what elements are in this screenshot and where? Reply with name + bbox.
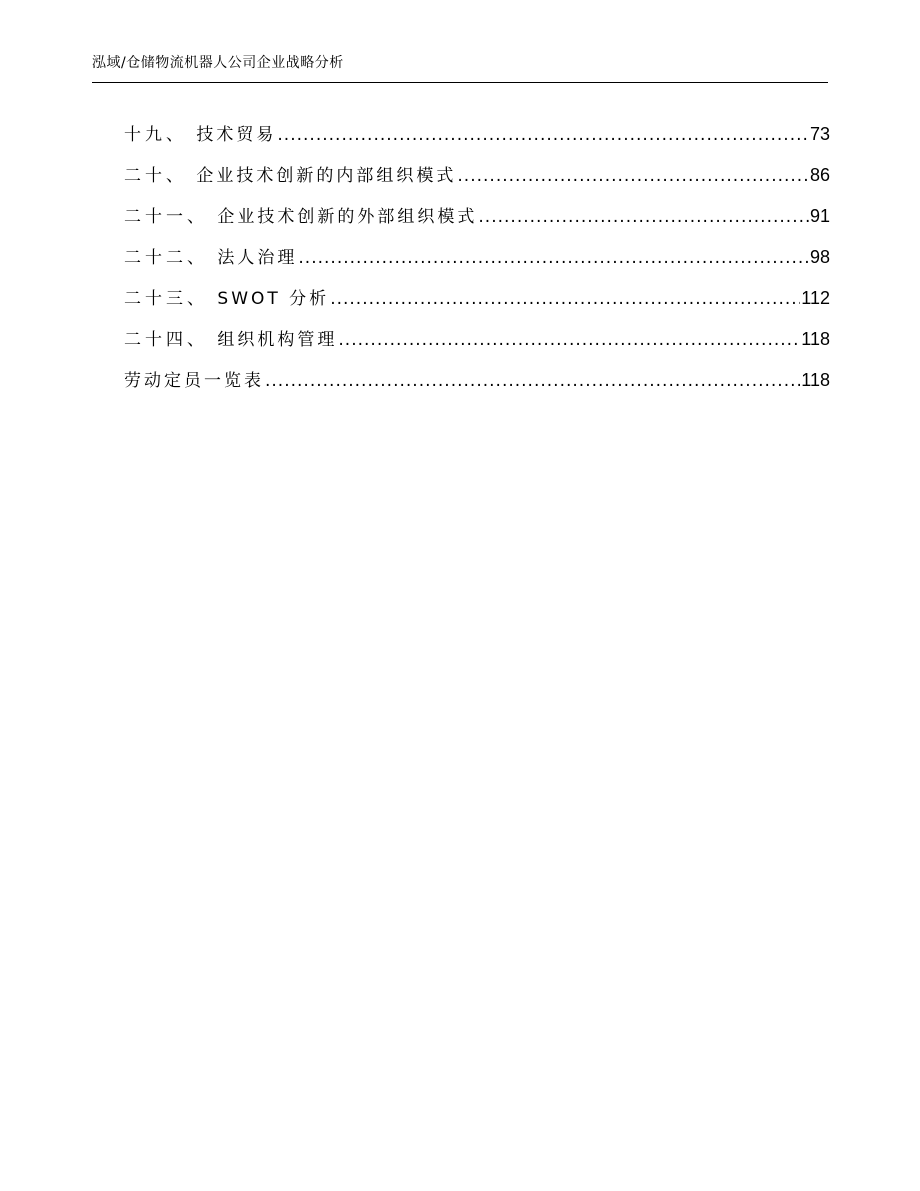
toc-entry-page: 86 xyxy=(809,165,830,185)
toc-entry-page: 118 xyxy=(801,329,830,349)
toc-entry-page: 91 xyxy=(809,206,830,226)
toc-entry-organization-management[interactable] xyxy=(124,327,830,368)
toc-entry-title: 技术贸易 xyxy=(196,125,277,145)
toc-entry-title: 法人治理 xyxy=(217,248,298,268)
toc-entry-number: 二十二、 xyxy=(124,248,218,268)
toc-entry-title: 劳动定员一览表 xyxy=(124,371,264,391)
toc-entry-page: 118 xyxy=(801,370,830,390)
toc-entry-number: 十九、 xyxy=(124,125,197,145)
toc-dot-leader xyxy=(478,205,809,229)
toc-entry-swot-analysis[interactable] xyxy=(124,286,830,327)
toc-entry-title: 企业技术创新的内部组织模式 xyxy=(196,166,457,186)
toc-dot-leader xyxy=(330,287,800,311)
table-of-contents xyxy=(124,122,830,409)
toc-entry-page: 112 xyxy=(801,288,830,308)
toc-entry-external-innovation[interactable] xyxy=(124,204,830,245)
toc-entry-number: 二十四、 xyxy=(124,330,218,350)
toc-entry-number: 二十一、 xyxy=(124,207,218,227)
toc-dot-leader xyxy=(298,246,809,270)
header-divider xyxy=(92,82,828,83)
toc-entry-internal-innovation[interactable] xyxy=(124,163,830,204)
toc-entry-page: 98 xyxy=(809,247,830,267)
toc-entry-corporate-governance[interactable] xyxy=(124,245,830,286)
toc-dot-leader xyxy=(338,328,800,352)
toc-entry-title: 企业技术创新的外部组织模式 xyxy=(217,207,478,227)
toc-entry-number: 二十三、 xyxy=(124,289,218,309)
toc-entry-number: 二十、 xyxy=(124,166,197,186)
toc-entry-title: 组织机构管理 xyxy=(217,330,338,350)
toc-entry-staffing-table[interactable] xyxy=(124,368,830,409)
running-header: 泓域/仓储物流机器人公司企业战略分析 xyxy=(92,55,344,71)
toc-entry-title: SWOT 分析 xyxy=(217,289,330,309)
toc-dot-leader xyxy=(265,369,800,393)
toc-dot-leader xyxy=(457,164,809,188)
toc-entry-technology-trade[interactable] xyxy=(124,122,830,163)
toc-dot-leader xyxy=(277,123,809,147)
toc-entry-page: 73 xyxy=(809,124,830,144)
